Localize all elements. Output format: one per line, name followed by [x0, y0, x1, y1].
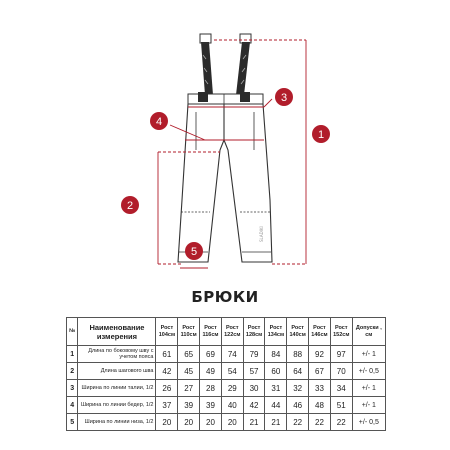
- measurement-name: Ширина по линии низа, 1/2: [78, 414, 156, 431]
- value-cell: 42: [243, 397, 265, 414]
- value-cell: 22: [330, 414, 352, 431]
- value-cell: 28: [200, 380, 222, 397]
- measurement-name: Длина шагового шва: [78, 363, 156, 380]
- svg-text:2: 2: [126, 200, 134, 212]
- measurement-name: Длина по боковому шву с учетом пояса: [78, 346, 156, 363]
- row-number: 4: [67, 397, 78, 414]
- marker-2: [121, 196, 139, 214]
- marker-3: [275, 88, 293, 106]
- tolerance-cell: +/- 1: [352, 397, 385, 414]
- header-size: Рост 122см: [221, 318, 243, 346]
- tolerance-cell: +/- 0,5: [352, 414, 385, 431]
- value-cell: 20: [221, 414, 243, 431]
- svg-text:1: 1: [317, 129, 325, 141]
- header-num: №: [67, 318, 78, 346]
- value-cell: 88: [287, 346, 309, 363]
- header-size: Рост 134см: [265, 318, 287, 346]
- value-cell: 30: [243, 380, 265, 397]
- row-number: 5: [67, 414, 78, 431]
- marker-5: [185, 242, 203, 260]
- row-number: 3: [67, 380, 78, 397]
- value-cell: 34: [330, 380, 352, 397]
- value-cell: 37: [156, 397, 178, 414]
- value-cell: 26: [156, 380, 178, 397]
- measurement-name: Ширина по линии бедер, 1/2: [78, 397, 156, 414]
- value-cell: 21: [265, 414, 287, 431]
- pants-outline: [178, 104, 272, 262]
- table-row: [67, 346, 386, 363]
- value-cell: 65: [178, 346, 200, 363]
- table-row: [67, 414, 386, 431]
- value-cell: 74: [221, 346, 243, 363]
- row-number: 1: [67, 346, 78, 363]
- waistband: [188, 92, 263, 104]
- value-cell: 97: [330, 346, 352, 363]
- size-table: [66, 317, 386, 431]
- value-cell: 32: [287, 380, 309, 397]
- marker-4: [150, 112, 168, 130]
- header-tolerance: Допуски , см: [352, 318, 385, 346]
- value-cell: 20: [156, 414, 178, 431]
- svg-text:4: 4: [155, 116, 163, 128]
- value-cell: 64: [287, 363, 309, 380]
- row-number: 2: [67, 363, 78, 380]
- value-cell: 48: [309, 397, 331, 414]
- value-cell: 22: [287, 414, 309, 431]
- header-size: Рост 146см: [309, 318, 331, 346]
- table-row: [67, 380, 386, 397]
- value-cell: 29: [221, 380, 243, 397]
- table-header-row: [67, 318, 386, 346]
- value-cell: 69: [200, 346, 222, 363]
- value-cell: 84: [265, 346, 287, 363]
- header-size: Рост 152см: [330, 318, 352, 346]
- value-cell: 79: [243, 346, 265, 363]
- header-size: Рост 140см: [287, 318, 309, 346]
- header-size: Рост 110см: [178, 318, 200, 346]
- value-cell: 20: [178, 414, 200, 431]
- value-cell: 31: [265, 380, 287, 397]
- value-cell: 60: [265, 363, 287, 380]
- value-cell: 45: [178, 363, 200, 380]
- value-cell: 46: [287, 397, 309, 414]
- marker-1: [312, 125, 330, 143]
- value-cell: 40: [221, 397, 243, 414]
- header-size: Рост 104см: [156, 318, 178, 346]
- header-size: Рост 116см: [200, 318, 222, 346]
- value-cell: 67: [309, 363, 331, 380]
- value-cell: 20: [200, 414, 222, 431]
- value-cell: 22: [309, 414, 331, 431]
- value-cell: 57: [243, 363, 265, 380]
- table-row: [67, 397, 386, 414]
- tolerance-cell: +/- 1: [352, 380, 385, 397]
- value-cell: 21: [243, 414, 265, 431]
- tolerance-cell: +/- 0,5: [352, 363, 385, 380]
- value-cell: 42: [156, 363, 178, 380]
- value-cell: 33: [309, 380, 331, 397]
- value-cell: 51: [330, 397, 352, 414]
- value-cell: 61: [156, 346, 178, 363]
- header-name: Наименование измерения: [78, 318, 156, 346]
- measurement-name: Ширина по линии талии, 1/2: [78, 380, 156, 397]
- page-title: БРЮКИ: [191, 288, 259, 306]
- suspenders: [200, 34, 251, 95]
- brand-text: SLADIKI: [259, 226, 264, 242]
- value-cell: 49: [200, 363, 222, 380]
- value-cell: 54: [221, 363, 243, 380]
- value-cell: 39: [178, 397, 200, 414]
- header-size: Рост 128см: [243, 318, 265, 346]
- value-cell: 92: [309, 346, 331, 363]
- tolerance-cell: +/- 1: [352, 346, 385, 363]
- value-cell: 27: [178, 380, 200, 397]
- value-cell: 44: [265, 397, 287, 414]
- svg-text:3: 3: [280, 92, 288, 104]
- svg-text:5: 5: [190, 246, 198, 258]
- value-cell: 39: [200, 397, 222, 414]
- value-cell: 70: [330, 363, 352, 380]
- table-row: [67, 363, 386, 380]
